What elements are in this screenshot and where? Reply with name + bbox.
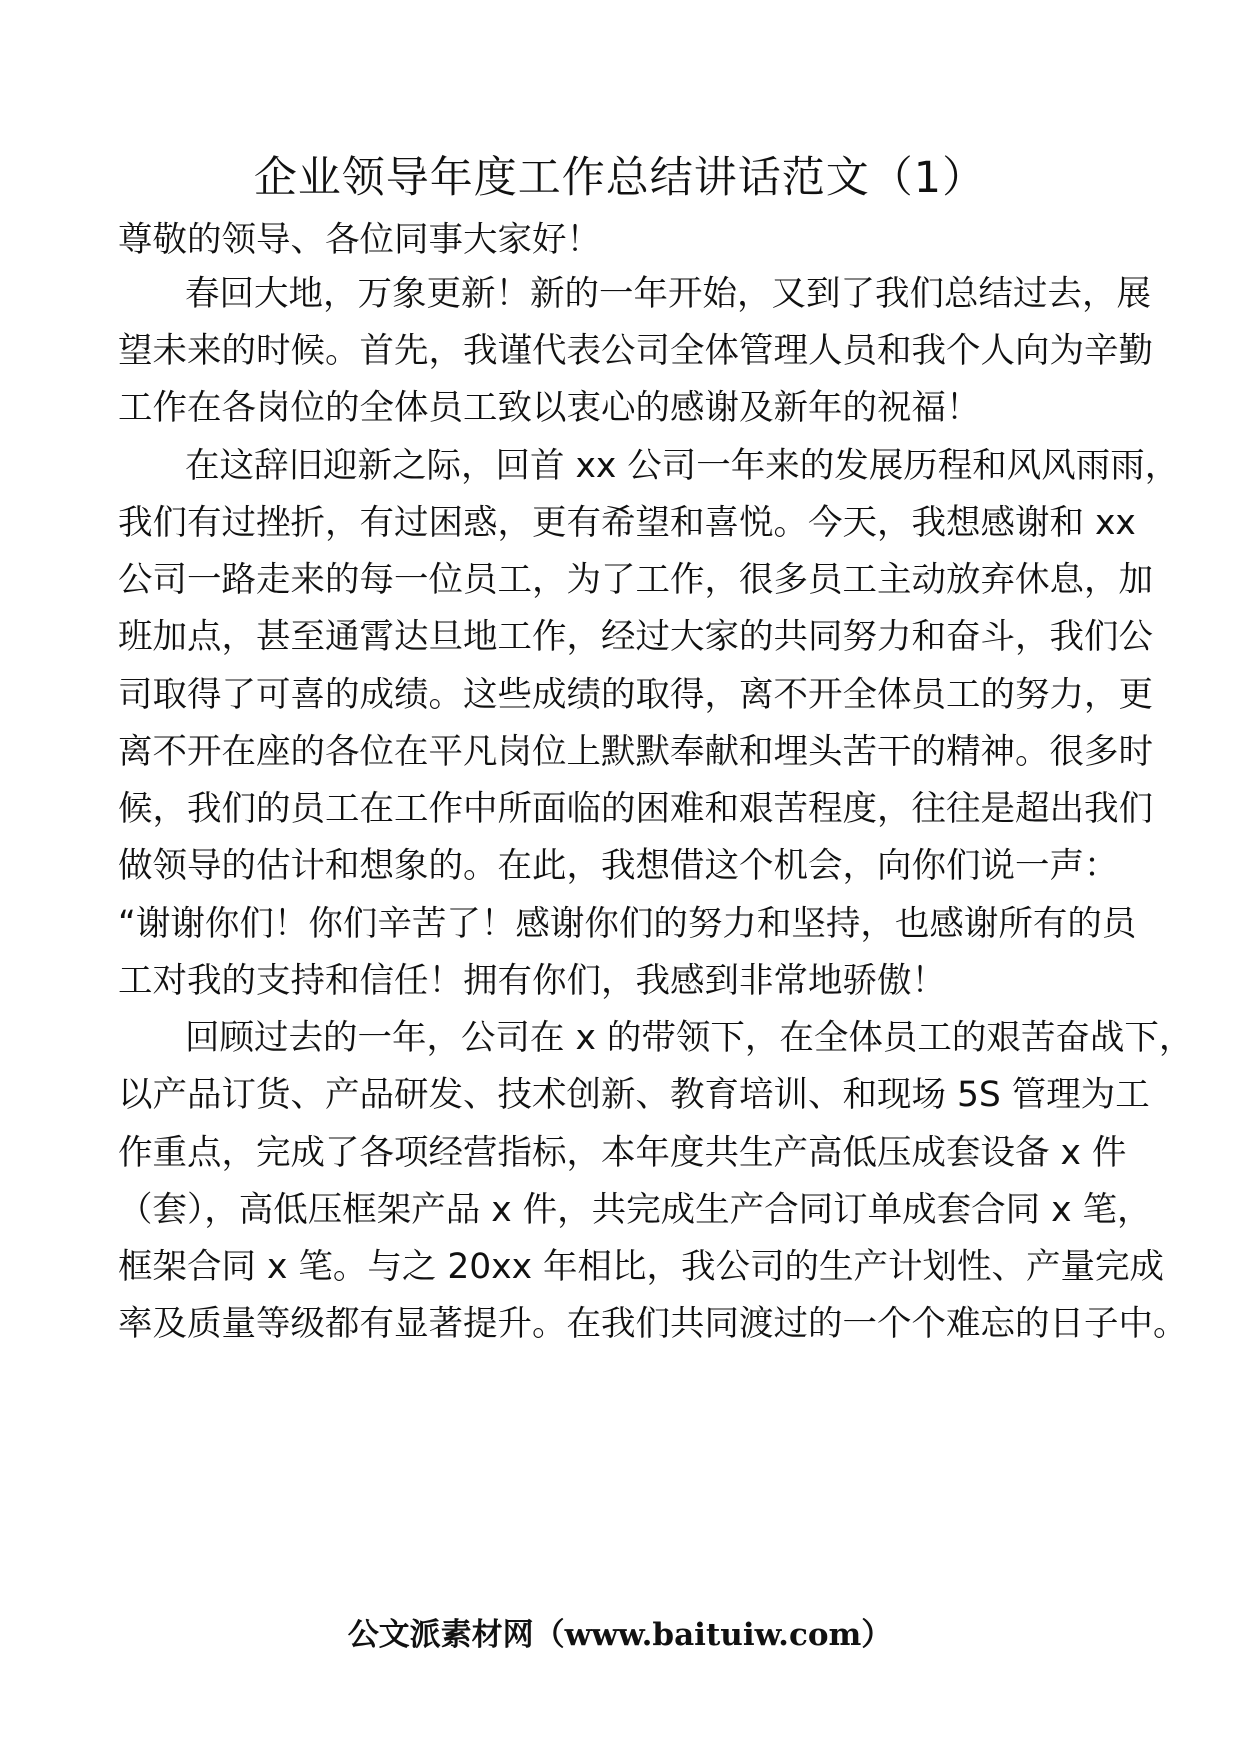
paragraph-3-line-3: 作重点，完成了各项经营指标，本年度共生产高低压成套设备 x 件 [118, 1133, 1127, 1173]
paragraph-2-line-7: 候，我们的员工在工作中所面临的困难和艰苦程度，往往是超出我们 [118, 789, 1153, 829]
paragraph-2-line-5: 司取得了可喜的成绩。这些成绩的取得，离不开全体员工的努力，更 [118, 675, 1153, 715]
paragraph-3-line-1: 回顾过去的一年，公司在 x 的带领下，在全体员工的艰苦奋战下， [185, 1018, 1194, 1058]
paragraph-2-line-8: 做领导的估计和想象的。在此，我想借这个机会，向你们说一声： [118, 846, 1119, 886]
paragraph-3-line-2: 以产品订货、产品研发、技术创新、教育培训、和现场 5S 管理为工 [118, 1075, 1150, 1115]
paragraph-1-line-2: 望未来的时候。首先，我谨代表公司全体管理人员和我个人向为辛勤 [118, 331, 1153, 371]
paragraph-2-line-3: 公司一路走来的每一位员工，为了工作，很多员工主动放弃休息，加 [118, 560, 1153, 600]
paragraph-3-line-4: （套），高低压框架产品 x 件，共完成生产合同订单成套合同 x 笔， [118, 1190, 1152, 1230]
document-title: 企业领导年度工作总结讲话范文（1） [253, 153, 987, 203]
paragraph-2-line-1: 在这辞旧迎新之际，回首 xx 公司一年来的发展历程和风风雨雨， [185, 446, 1180, 486]
paragraph-2-line-10: 工对我的支持和信任！拥有你们，我感到非常地骄傲！ [118, 961, 946, 1001]
paragraph-2-line-2: 我们有过挫折，有过困惑，更有希望和喜悦。今天，我想感谢和 xx [118, 503, 1136, 543]
paragraph-3-line-5: 框架合同 x 笔。与之 20xx 年相比，我公司的生产计划性、产量完成 [118, 1247, 1165, 1287]
paragraph-2-line-9: “谢谢你们！你们辛苦了！感谢你们的努力和坚持，也感谢所有的员 [118, 904, 1137, 944]
paragraph-2-line-6: 离不开在座的各位在平凡岗位上默默奉献和埋头苦干的精神。很多时 [118, 732, 1153, 772]
paragraph-3-line-6: 率及质量等级都有显著提升。在我们共同渡过的一个个难忘的日子中。 [118, 1304, 1188, 1344]
salutation-line: 尊敬的领导、各位同事大家好！ [118, 220, 601, 260]
paragraph-2-line-4: 班加点，甚至通霄达旦地工作，经过大家的共同努力和奋斗，我们公 [118, 617, 1153, 657]
paragraph-1-line-3: 工作在各岗位的全体员工致以衷心的感谢及新年的祝福！ [118, 388, 981, 428]
footer-watermark: 公文派素材网（www.baituiw.com） [347, 1617, 893, 1653]
paragraph-1-line-1: 春回大地，万象更新！新的一年开始，又到了我们总结过去，展 [185, 274, 1151, 314]
